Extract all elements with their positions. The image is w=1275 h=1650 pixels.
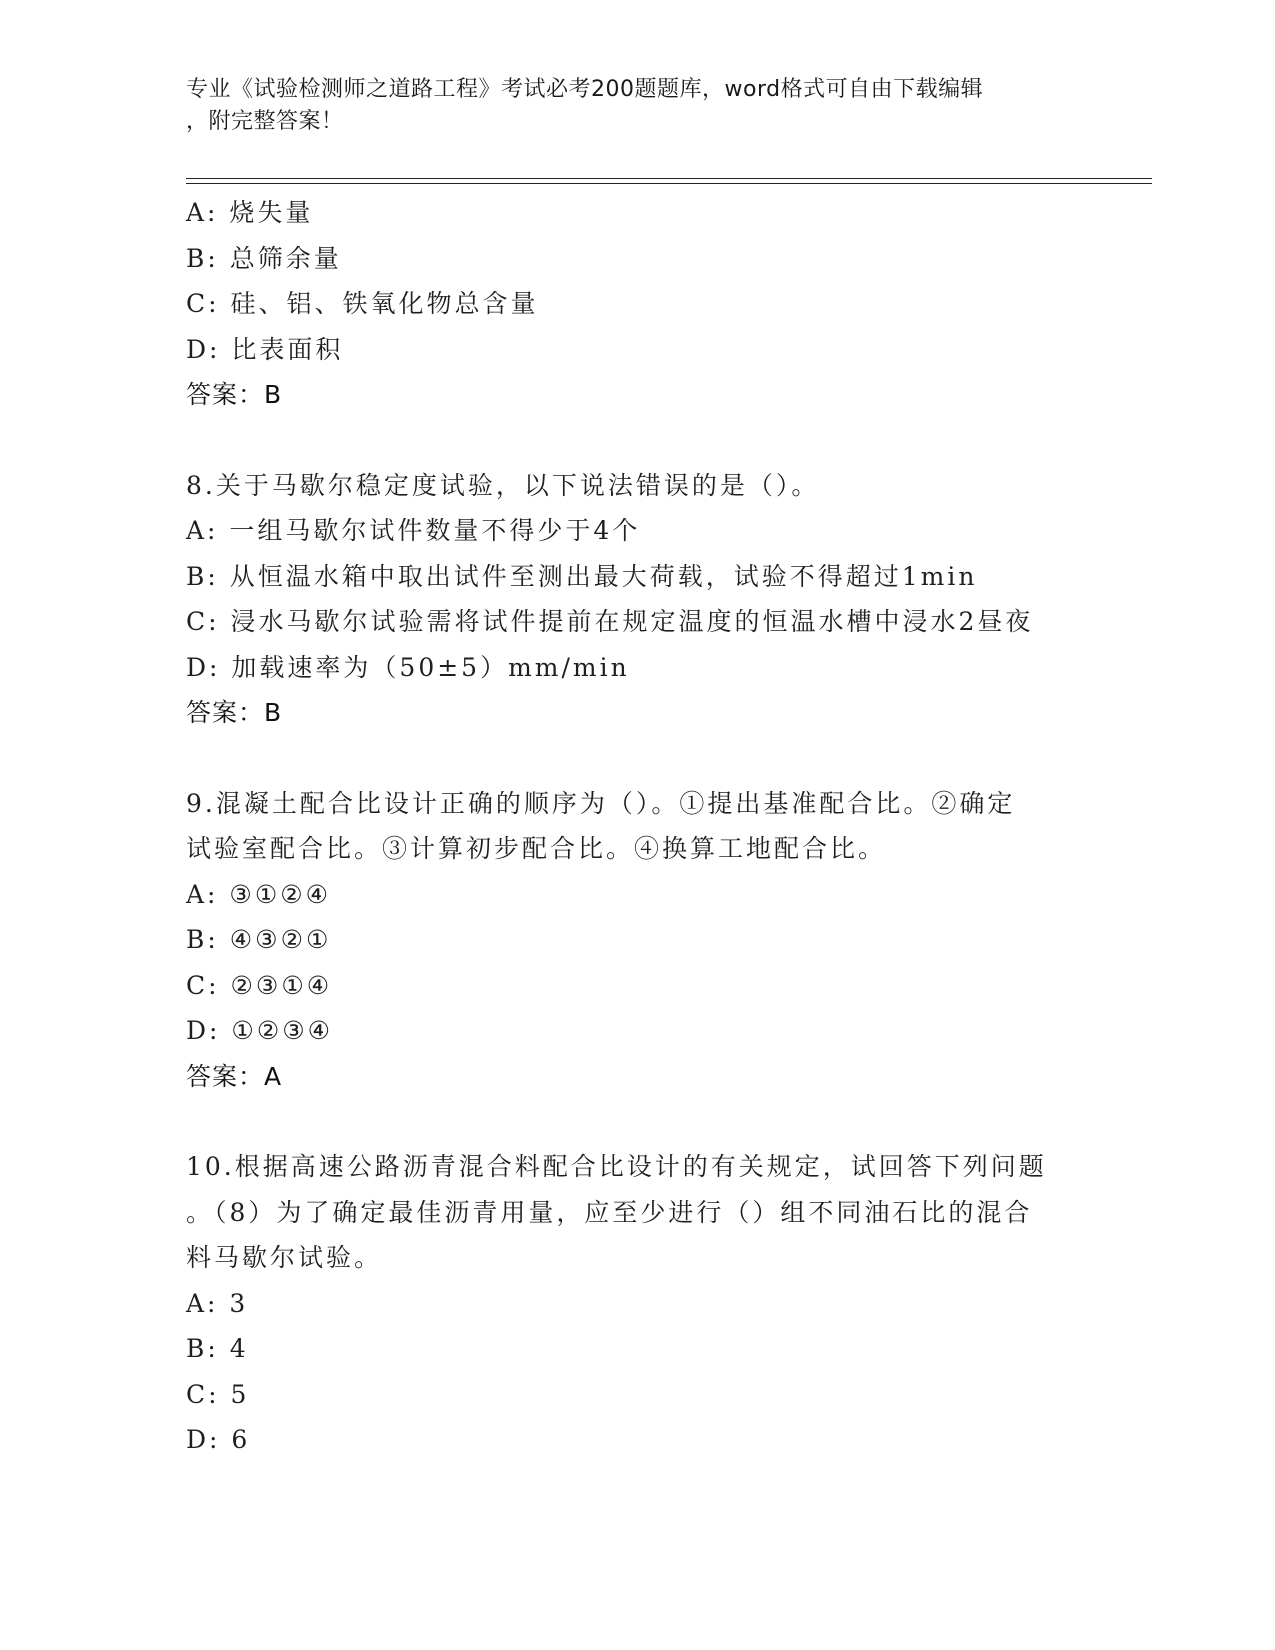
answer-line: 答案：B bbox=[186, 380, 283, 409]
question-stem: 8.关于马歇尔稳定度试验，以下说法错误的是（）。 bbox=[186, 470, 820, 500]
option-c: C: 5 bbox=[186, 1379, 250, 1409]
question-stem-line-1: 10.根据高速公路沥青混合料配合比设计的有关规定，试回答下列问题 bbox=[186, 1152, 1047, 1181]
option-b: B: ④③②① bbox=[186, 925, 332, 954]
answer-line: 答案：A bbox=[186, 1061, 283, 1091]
question-8 bbox=[186, 463, 1086, 736]
option-b: B: 总筛余量 bbox=[186, 243, 342, 273]
option-d: D: 加载速率为（50±5）mm/min bbox=[186, 652, 630, 682]
answer-line: 答案：B bbox=[186, 698, 283, 727]
header-title-line-2: ，附完整答案！ bbox=[186, 109, 344, 134]
option-a: A: 3 bbox=[186, 1288, 249, 1318]
document-body bbox=[186, 190, 1086, 1463]
option-d: D: 6 bbox=[186, 1425, 251, 1454]
option-a: A: ③①②④ bbox=[186, 879, 332, 909]
question-stem-line-2: 。（8）为了确定最佳沥青用量，应至少进行（）组不同油石比的混合 bbox=[186, 1197, 1033, 1227]
header-divider-top bbox=[186, 178, 1152, 179]
question-stem-line-3: 料马歇尔试验。 bbox=[186, 1243, 383, 1272]
option-c: C: 硅、铝、铁氧化物总含量 bbox=[186, 289, 539, 318]
spacer bbox=[186, 1099, 1086, 1144]
question-stem-line-2: 试验室配合比。③计算初步配合比。④换算工地配合比。 bbox=[186, 834, 887, 863]
question-9 bbox=[186, 781, 1086, 1100]
option-c: C: ②③①④ bbox=[186, 970, 333, 1000]
option-c: C: 浸水马歇尔试验需将试件提前在规定温度的恒温水槽中浸水2昼夜 bbox=[186, 607, 1034, 636]
option-a: A: 一组马歇尔试件数量不得少于4个 bbox=[186, 516, 641, 545]
document-header bbox=[186, 74, 1066, 138]
question-7-continued bbox=[186, 190, 1086, 418]
option-b: B: 从恒温水箱中取出试件至测出最大荷载，试验不得超过1min bbox=[186, 561, 978, 591]
spacer bbox=[186, 736, 1086, 781]
header-divider-bottom bbox=[186, 183, 1152, 184]
header-title-line-1: 专业《试验检测师之道路工程》考试必考200题题库，word格式可自由下载编辑 bbox=[186, 77, 984, 102]
spacer bbox=[186, 418, 1086, 463]
option-d: D: ①②③④ bbox=[186, 1016, 334, 1045]
question-10 bbox=[186, 1144, 1086, 1463]
option-d: D: 比表面积 bbox=[186, 334, 344, 364]
option-b: B: 4 bbox=[186, 1334, 249, 1363]
question-stem-line-1: 9.混凝土配合比设计正确的顺序为（）。①提出基准配合比。②确定 bbox=[186, 788, 1016, 818]
option-a: A: 烧失量 bbox=[186, 198, 314, 227]
